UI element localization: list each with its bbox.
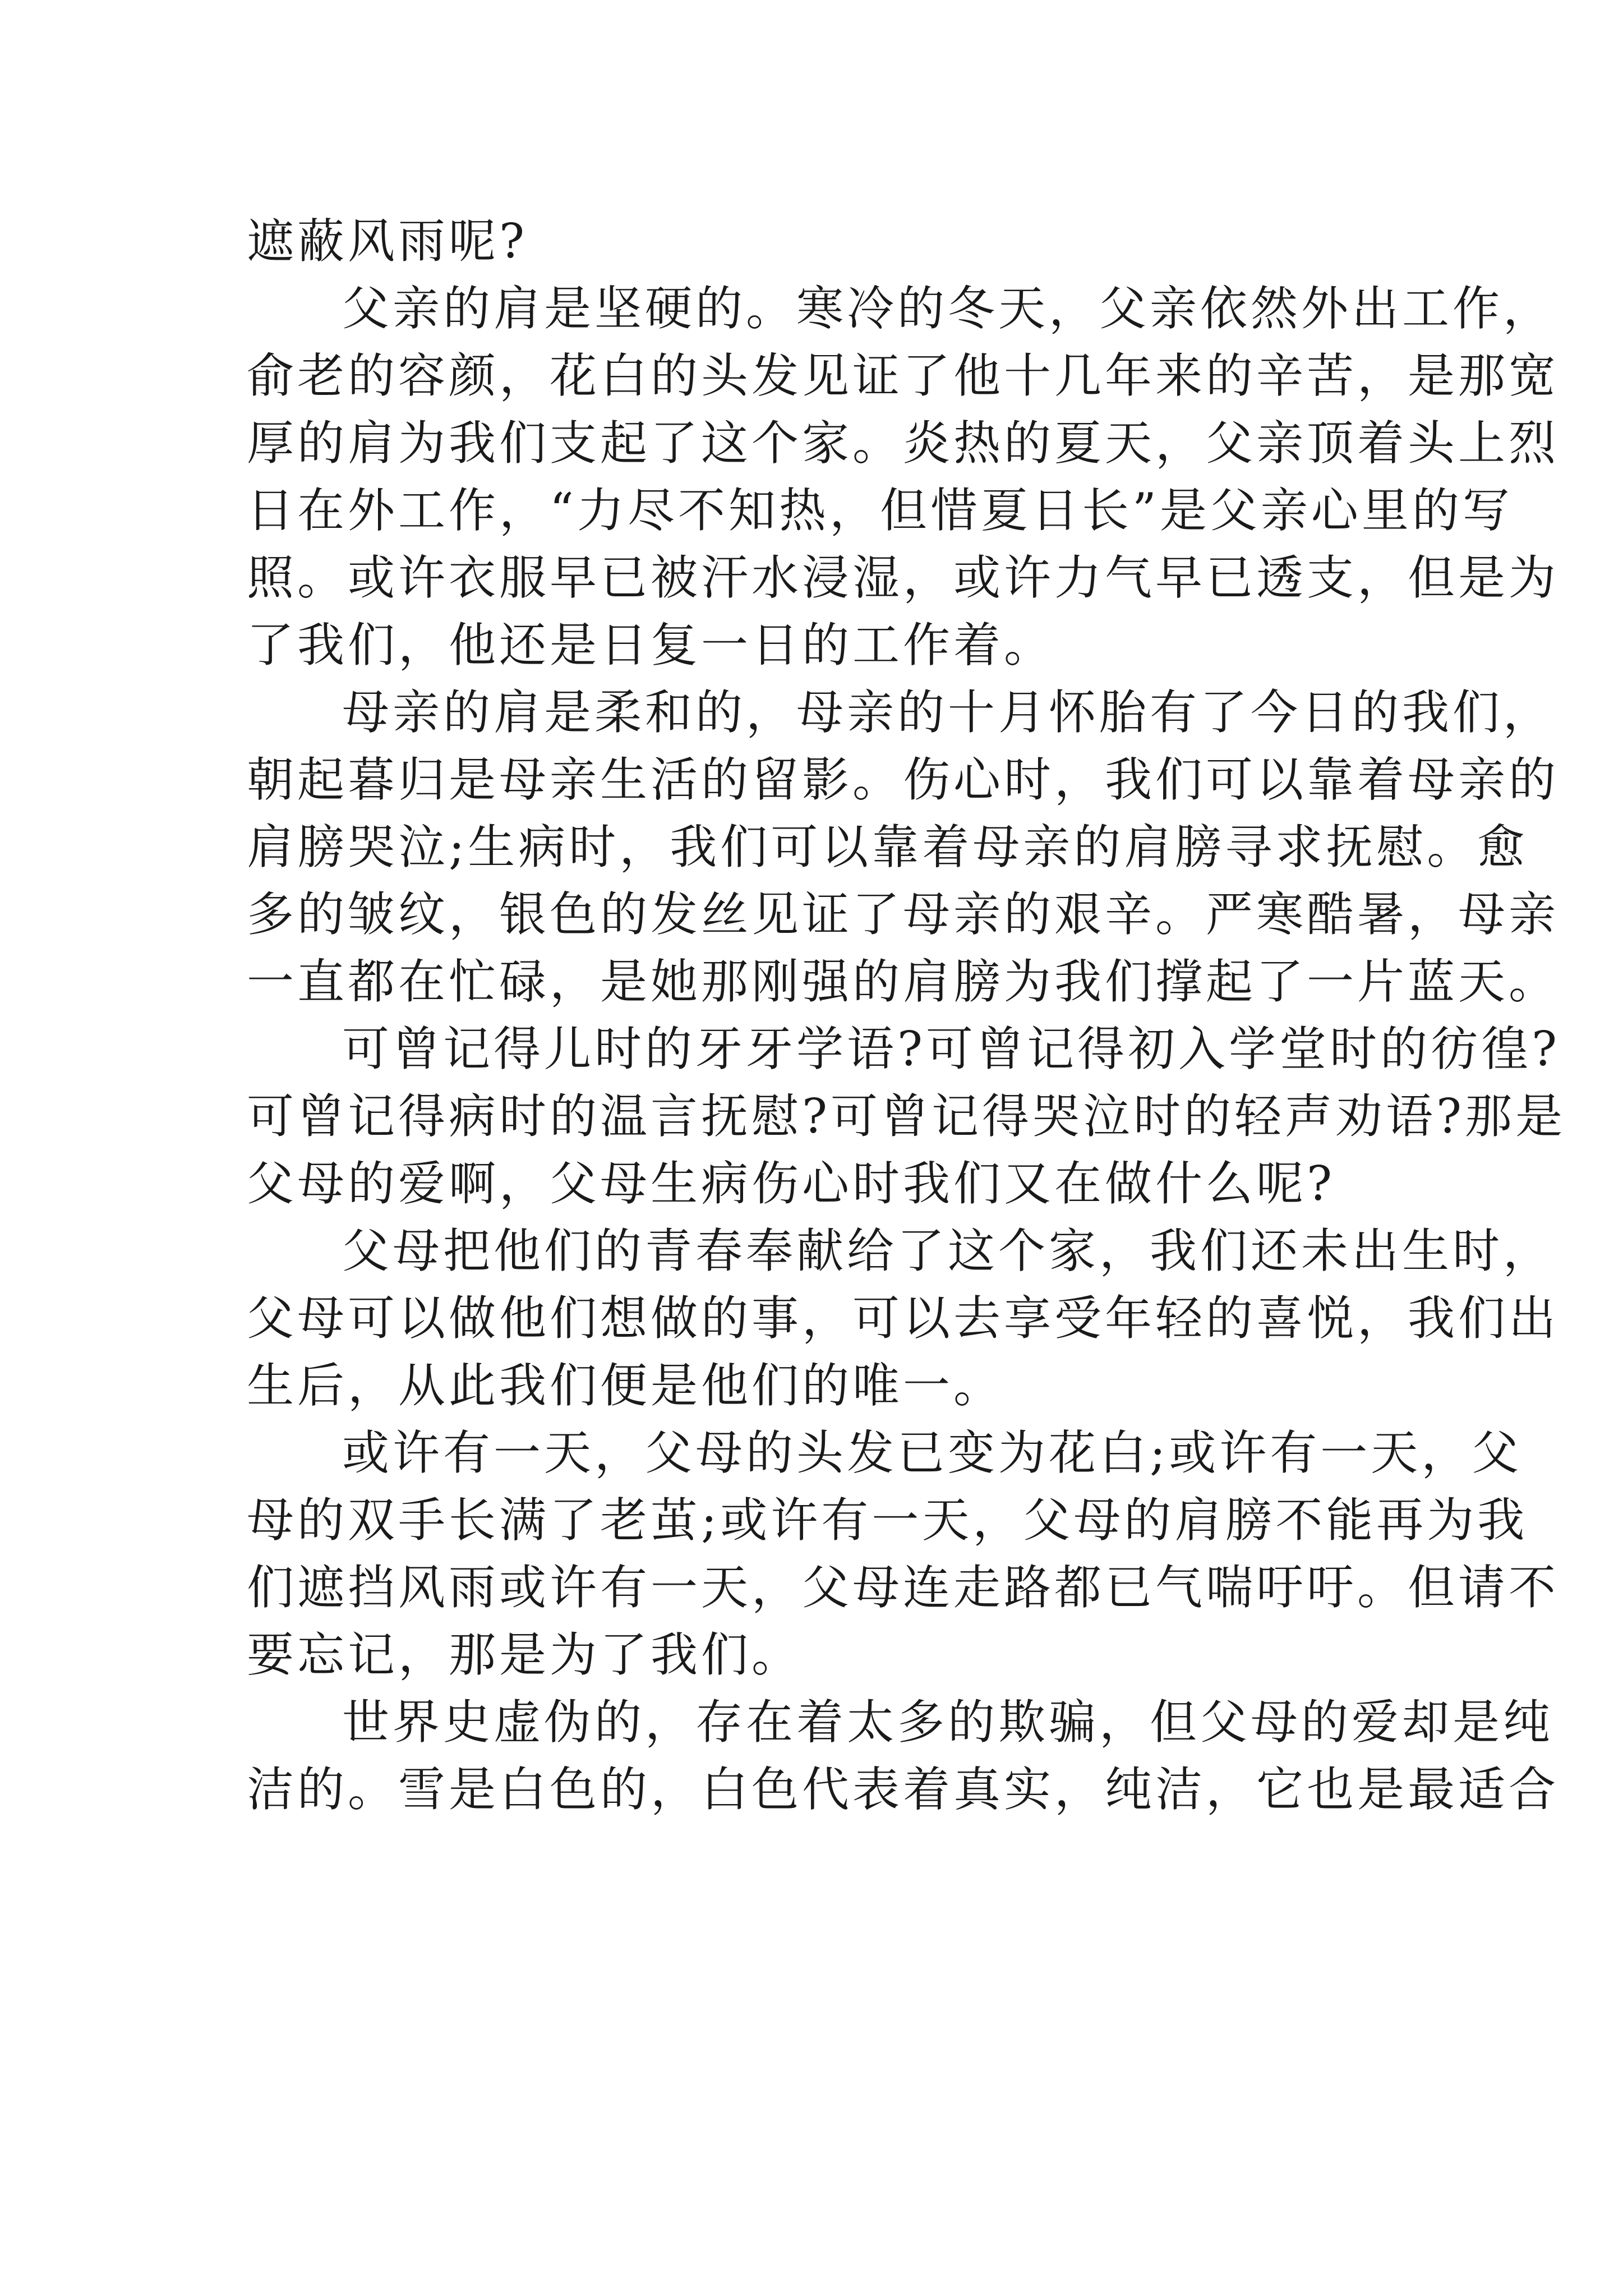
text-line: 要忘记，那是为了我们。 [247, 1627, 803, 1682]
text-line: 生后，从此我们便是他们的唯一。 [247, 1358, 1004, 1413]
paragraph-6 [247, 1419, 1560, 1688]
text-line: 或许有一天，父母的头发已变为花白;或许有一天，父 [342, 1425, 1523, 1480]
text-line: 照。或许衣服早已被汗水浸湿，或许力气早已透支，但是为 [247, 550, 1560, 605]
text-line: 肩膀哭泣;生病时，我们可以靠着母亲的肩膀寻求抚慰。愈 [247, 820, 1528, 875]
text-line: 父母把他们的青春奉献给了这个家，我们还未出生时， [342, 1223, 1554, 1278]
text-line: 朝起暮归是母亲生活的留影。伤心时，我们可以靠着母亲的 [247, 752, 1560, 807]
text-line: 世界史虚伪的，存在着太多的欺骗，但父母的爱却是纯 [342, 1695, 1554, 1750]
text-line: 可曾记得儿时的牙牙学语?可曾记得初入学堂时的彷徨? [342, 1022, 1561, 1076]
paragraph-3 [247, 679, 1560, 1015]
paragraph-4 [247, 1015, 1566, 1217]
text-line: 们遮挡风雨或许有一天，父母连走路都已气喘吁吁。但请不 [247, 1560, 1560, 1615]
text-line: 父母的爱啊，父母生病伤心时我们又在做什么呢? [247, 1156, 1336, 1211]
text-line: 厚的肩为我们支起了这个家。炎热的夏天，父亲顶着头上烈 [247, 416, 1560, 471]
text-line: 俞老的容颜，花白的头发见证了他十几年来的辛苦，是那宽 [247, 348, 1560, 403]
paragraph-5 [247, 1217, 1560, 1419]
text-line: 了我们，他还是日复一日的工作着。 [247, 618, 1055, 673]
paragraph-2 [247, 275, 1560, 679]
text-line: 父亲的肩是坚硬的。寒冷的冬天，父亲依然外出工作， [342, 281, 1554, 336]
text-line: 多的皱纹，银色的发丝见证了母亲的艰辛。严寒酷暑，母亲 [247, 887, 1560, 942]
text-line: 可曾记得病时的温言抚慰?可曾记得哭泣时的轻声劝语?那是 [247, 1089, 1566, 1144]
paragraph-1 [247, 208, 1396, 275]
body-text [247, 208, 1566, 1823]
text-line: 日在外工作，“力尽不知热，但惜夏日长”是父亲心里的写 [247, 483, 1513, 538]
text-line: 母的双手长满了老茧;或许有一天，父母的肩膀不能再为我 [247, 1493, 1528, 1548]
text-line: 一直都在忙碌，是她那刚强的肩膀为我们撑起了一片蓝天。 [247, 954, 1560, 1009]
text-line: 遮蔽风雨呢? [247, 214, 528, 269]
paragraph-7 [247, 1688, 1560, 1823]
text-line: 父母可以做他们想做的事，可以去享受年轻的喜悦，我们出 [247, 1291, 1560, 1346]
text-line: 母亲的肩是柔和的，母亲的十月怀胎有了今日的我们， [342, 685, 1554, 740]
text-line: 洁的。雪是白色的，白色代表着真实，纯洁，它也是最适合 [247, 1762, 1560, 1817]
